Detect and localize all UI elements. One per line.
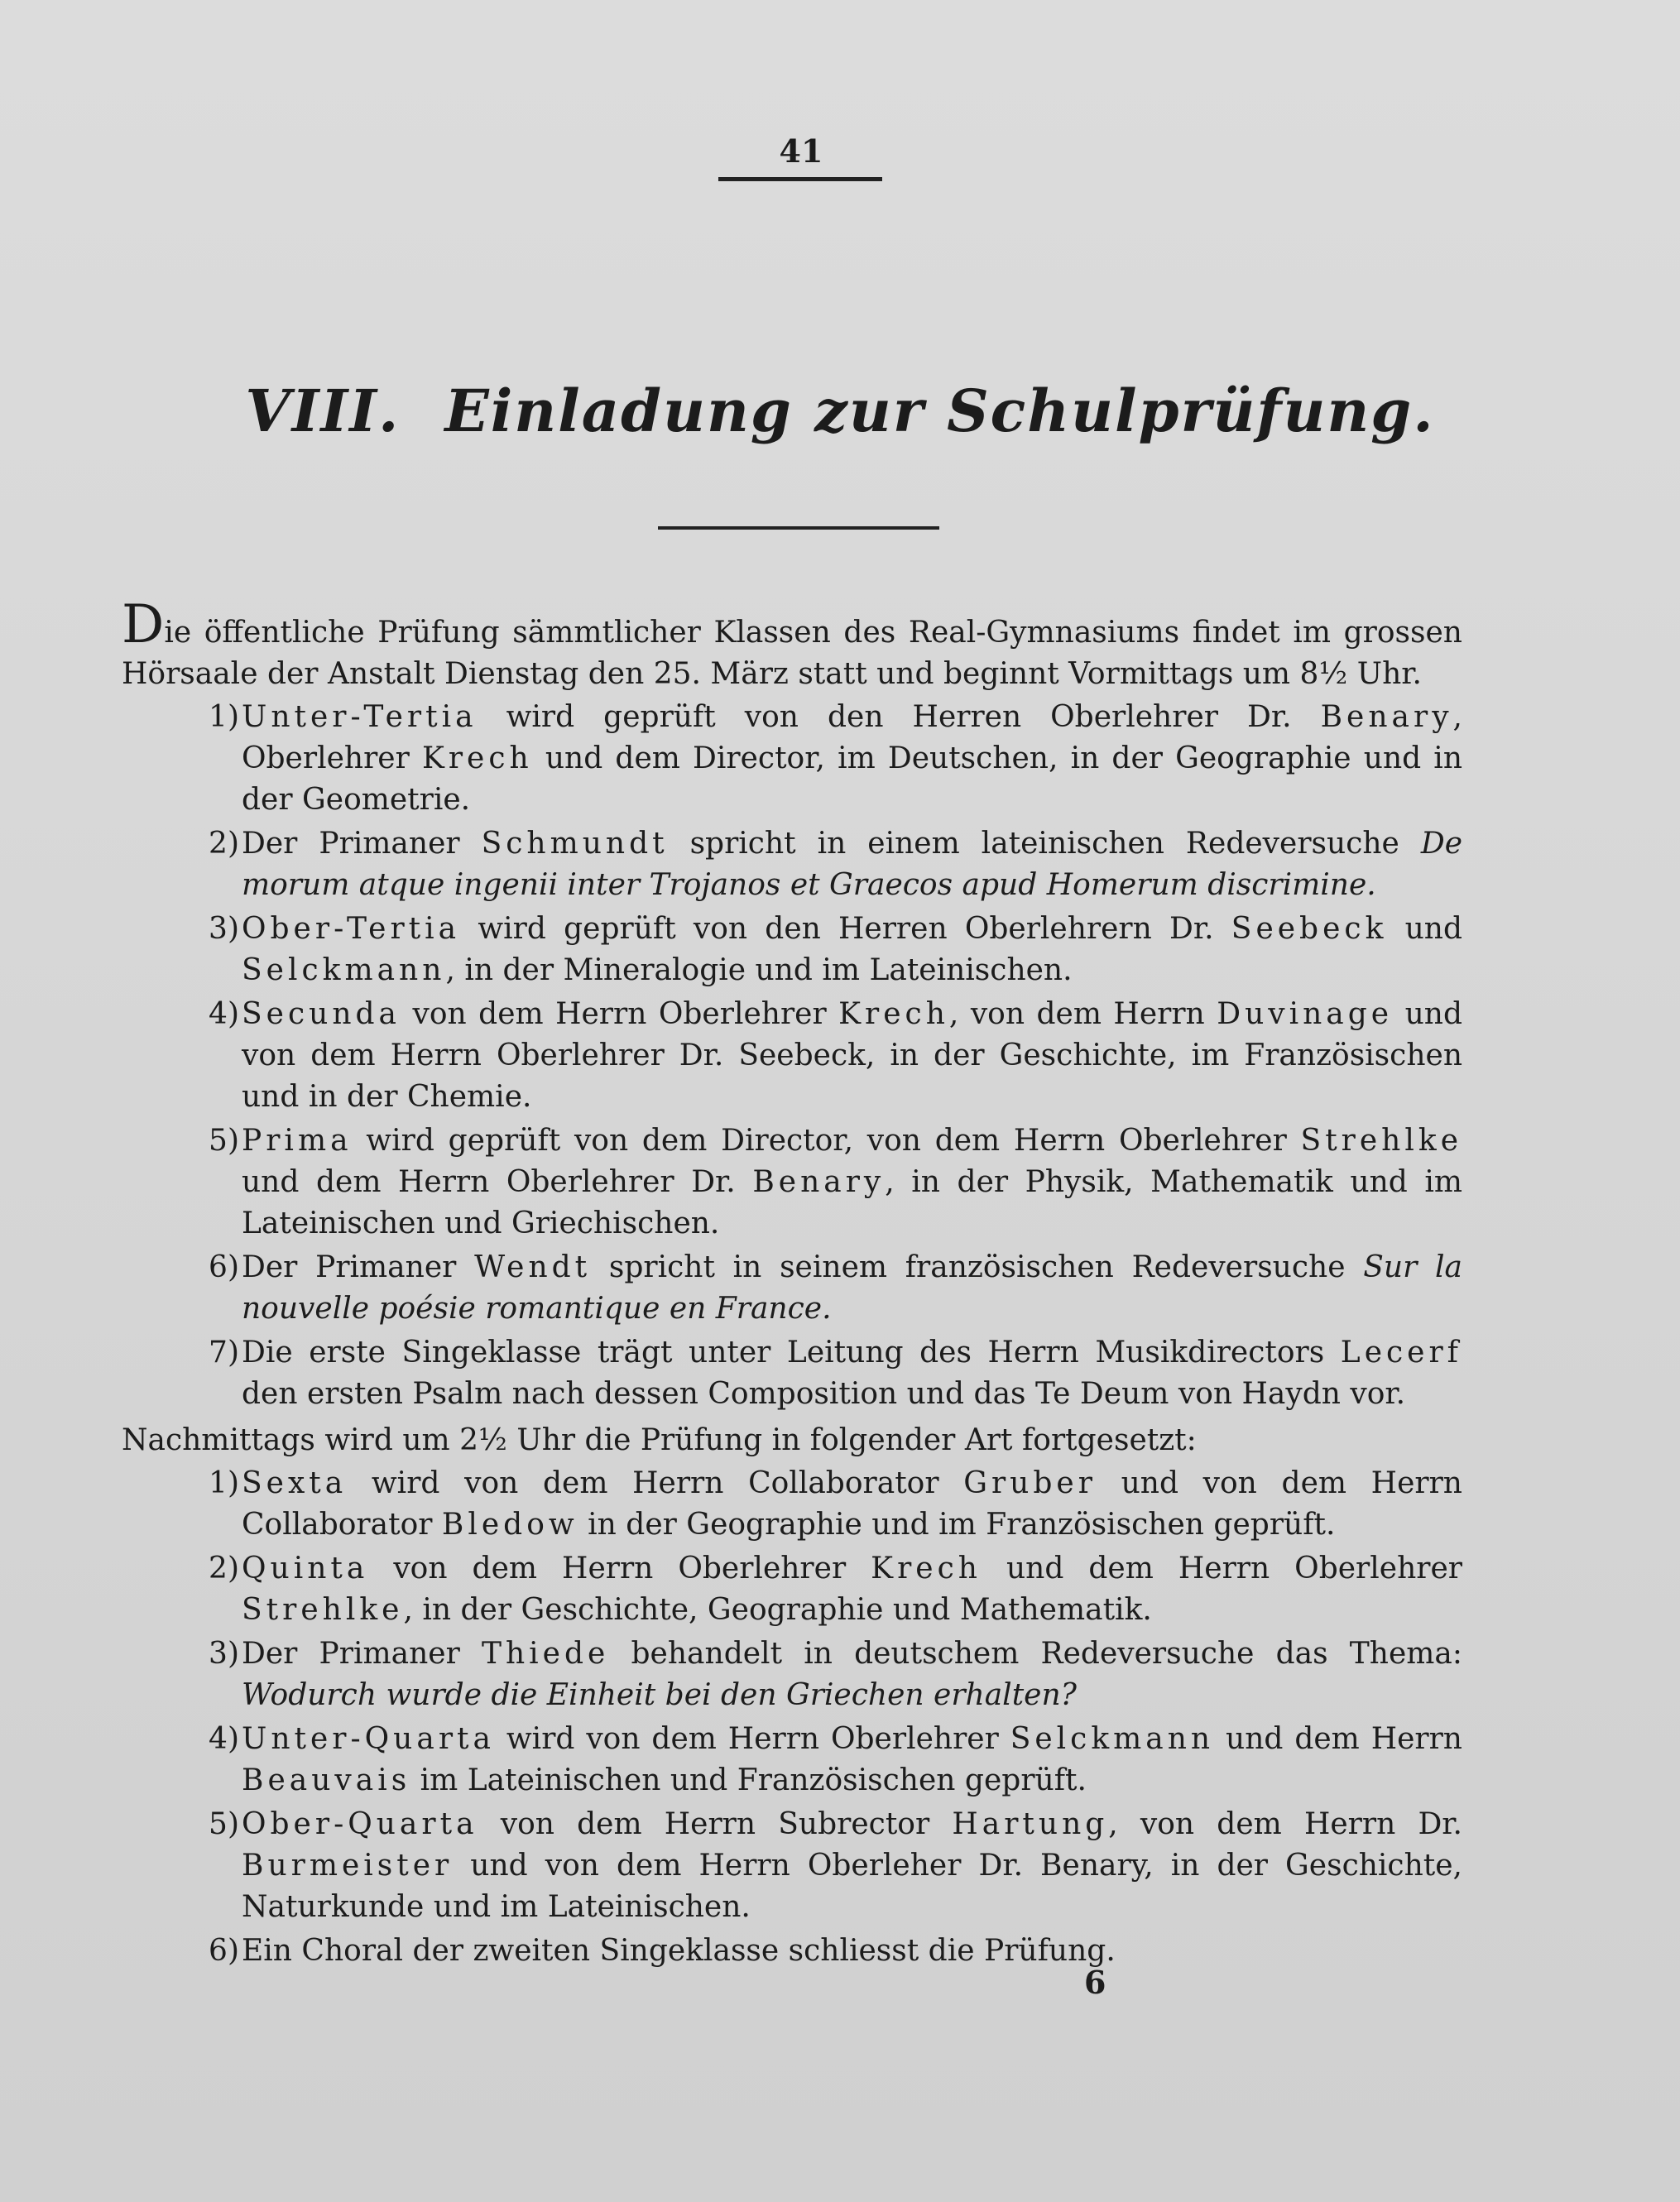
- item-name: Selckmann: [1010, 1722, 1215, 1756]
- list-item: [122, 1463, 1462, 1546]
- item-text: und dem Herrn: [1214, 1722, 1462, 1756]
- list-item: [122, 1332, 1462, 1415]
- item-text: , in der Physik, Mathematik und im Lateinischen und Griechischen.: [242, 1165, 1462, 1240]
- list-item: [122, 1804, 1462, 1928]
- list-item: [122, 823, 1462, 906]
- list-item: [122, 697, 1462, 821]
- item-name: Gruber: [963, 1466, 1097, 1500]
- item-number: 6): [209, 1250, 239, 1284]
- intro-paragraph: [122, 594, 1462, 695]
- item-name: Prima: [242, 1124, 353, 1158]
- morning-list: [122, 697, 1462, 1415]
- item-text: und dem Director, im Deutschen, in der Geographie und in der Geometrie.: [242, 741, 1463, 817]
- item-text: spricht in einem lateinischen Redeversuche: [668, 827, 1421, 861]
- item-name: Krech: [421, 741, 533, 775]
- item-number: 5): [209, 1807, 239, 1841]
- item-number: 1): [209, 1466, 239, 1500]
- item-text: , in der Geschichte, Geographie und Mathematik.: [403, 1593, 1152, 1627]
- title-rule: [658, 526, 939, 530]
- list-item: [122, 1120, 1462, 1245]
- item-name: Sexta: [242, 1466, 348, 1500]
- item-text: wird geprüft von den Herren Oberlehrer Dr.: [477, 700, 1321, 734]
- item-name: Beauvais: [242, 1763, 411, 1797]
- list-item: [122, 1247, 1462, 1330]
- item-name: Ober-Tertia: [242, 912, 461, 946]
- item-number: 5): [209, 1124, 239, 1158]
- item-name: Burmeister: [242, 1849, 454, 1883]
- section-heading: Einladung zur Schulprüfung.: [444, 377, 1435, 445]
- item-name: Seebeck: [1231, 912, 1388, 946]
- item-text: Ein Choral der zweiten Singeklasse schliesst die Prüfung.: [242, 1934, 1116, 1968]
- item-name: Quinta: [242, 1552, 369, 1586]
- item-text: Der Primaner: [242, 1250, 475, 1284]
- item-text: behandelt in deutschem Redeversuche das Thema:: [609, 1637, 1462, 1671]
- item-number: 1): [209, 700, 239, 734]
- page-number: 41: [779, 132, 823, 170]
- item-name: Secunda: [242, 997, 401, 1031]
- item-text: den ersten Psalm nach dessen Composition und das Te Deum von Haydn vor.: [242, 1377, 1406, 1411]
- item-name: Lecerf: [1340, 1336, 1462, 1370]
- item-number: 7): [209, 1336, 239, 1370]
- item-text: von dem Herrn Oberlehrer: [401, 997, 839, 1031]
- item-text: , von dem Herrn Dr.: [1108, 1807, 1462, 1841]
- item-text: und von dem Herrn Oberleher Dr. Benary, in der Geschichte, Naturkunde und im Lateinischen.: [242, 1849, 1462, 1924]
- item-title: De morum atque ingenii inter Trojanos et Graecos apud Homerum discrimine.: [242, 827, 1462, 902]
- item-text: und von dem Herrn Oberlehrer Dr. Seebeck, in der Geschichte, im Französischen und in der Chemie.: [242, 997, 1462, 1114]
- item-name: Selckmann: [242, 953, 446, 987]
- section-title: [0, 377, 1680, 445]
- item-number: 4): [209, 997, 239, 1031]
- item-number: 2): [209, 827, 239, 861]
- item-text: von dem Herrn Subrector: [478, 1807, 953, 1841]
- item-number: 3): [209, 912, 239, 946]
- body-text: [122, 594, 1463, 1977]
- item-text: und: [1387, 912, 1463, 946]
- item-name: Schmundt: [481, 827, 669, 861]
- afternoon-list: [122, 1463, 1462, 1972]
- item-text: in der Geographie und im Französischen geprüft.: [578, 1508, 1336, 1542]
- item-name: Benary: [752, 1165, 886, 1199]
- item-name: Hartung: [952, 1807, 1109, 1841]
- signature-mark: 6: [1084, 1964, 1106, 2001]
- item-text: im Lateinischen und Französischen geprüft.: [410, 1763, 1087, 1797]
- item-title: Sur la nouvelle poésie romantique en France.: [242, 1250, 1462, 1326]
- item-name: Strehlke: [1300, 1124, 1462, 1158]
- item-name: Strehlke: [242, 1593, 404, 1627]
- item-text: wird von dem Herrn Oberlehrer: [494, 1722, 1010, 1756]
- item-text: , von dem Herrn: [948, 997, 1217, 1031]
- list-item: [122, 1548, 1462, 1631]
- afternoon-intro: Nachmittags wird um 2½ Uhr die Prüfung in folgender Art fortgesetzt:: [122, 1423, 1197, 1457]
- item-text: und dem Herrn Oberlehrer Dr.: [242, 1165, 753, 1199]
- list-item: [122, 1634, 1462, 1716]
- item-text: Der Primaner: [242, 1637, 482, 1671]
- item-name: Unter-Tertia: [242, 700, 478, 734]
- item-text: spricht in seinem französischen Redeversuche: [591, 1250, 1364, 1284]
- item-text: , Oberlehrer: [242, 700, 1462, 775]
- item-name: Krech: [838, 997, 949, 1031]
- item-name: Unter-Quarta: [242, 1722, 495, 1756]
- item-text: Der Primaner: [242, 827, 482, 861]
- item-name: Benary: [1320, 700, 1453, 734]
- item-name: Thiede: [481, 1637, 610, 1671]
- list-item: [122, 1931, 1462, 1972]
- item-number: 6): [209, 1934, 239, 1968]
- list-item: [122, 1719, 1462, 1801]
- list-item: [122, 994, 1462, 1118]
- item-text: wird geprüft von dem Director, von dem Herrn Oberlehrer: [352, 1124, 1301, 1158]
- item-number: 3): [209, 1637, 239, 1671]
- item-text: und dem Herrn Oberlehrer: [981, 1552, 1462, 1586]
- section-numeral: VIII.: [245, 377, 401, 445]
- item-text: wird geprüft von den Herren Oberlehrern Dr.: [460, 912, 1231, 946]
- item-number: 2): [209, 1552, 239, 1586]
- item-text: Die erste Singeklasse trägt unter Leitung des Herrn Musikdirectors: [242, 1336, 1341, 1370]
- intro-text: ie öffentliche Prüfung sämmtlicher Klassen des Real-Gymnasiums findet im grossen Hörsaale der Anstalt Dienstag den 25. März statt und beginnt Vormittags um 8½ Uhr.: [122, 616, 1462, 691]
- drop-initial: D: [122, 594, 165, 655]
- item-title: Wodurch wurde die Einheit bei den Griechen erhalten?: [242, 1678, 1077, 1712]
- item-name: Krech: [871, 1552, 982, 1586]
- item-text: und von dem Herrn Collaborator: [242, 1466, 1462, 1542]
- item-name: Bledow: [441, 1508, 578, 1542]
- item-text: , in der Mineralogie und im Lateinischen.: [445, 953, 1073, 987]
- header-rule: [718, 177, 882, 181]
- item-number: 4): [209, 1722, 239, 1756]
- item-name: Wendt: [474, 1250, 592, 1284]
- item-name: Ober-Quarta: [242, 1807, 478, 1841]
- list-item: [122, 909, 1462, 991]
- item-name: Duvinage: [1217, 997, 1394, 1031]
- item-text: von dem Herrn Oberlehrer: [368, 1552, 871, 1586]
- item-text: wird von dem Herrn Collaborator: [347, 1466, 964, 1500]
